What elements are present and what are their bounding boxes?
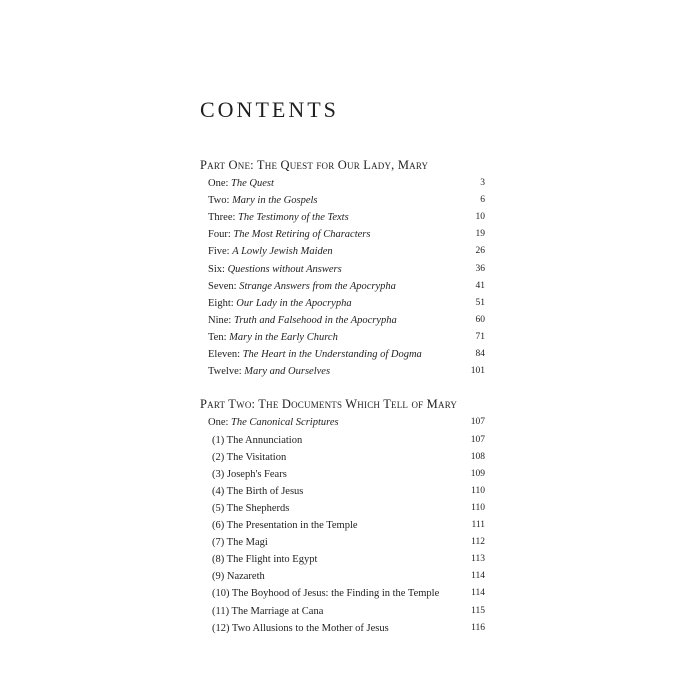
toc-entry-label — [212, 483, 303, 500]
toc-entry — [0, 175, 700, 192]
toc-entry-page-number: 51 — [475, 297, 485, 308]
toc-entry-label — [212, 551, 317, 568]
toc-entry — [0, 312, 700, 329]
chapter-number: One: — [208, 417, 232, 428]
toc-entry-label — [212, 517, 358, 534]
part-one-heading: Part One: The Quest for Our Lady, Mary — [200, 158, 429, 172]
toc-entry-section — [0, 500, 700, 517]
section-title: (11) The Marriage at Cana — [212, 605, 324, 617]
toc-entry-section — [0, 585, 700, 602]
toc-entry-label — [208, 243, 333, 260]
toc-entry-label — [208, 175, 274, 192]
chapter-number: Seven: — [208, 280, 240, 292]
toc-entry-label — [208, 209, 349, 226]
chapter-number: Two: — [208, 195, 233, 207]
toc-entry-label — [212, 620, 389, 637]
chapter-number: Three: — [208, 212, 239, 224]
toc-entry-label — [208, 312, 397, 329]
toc-entry-chapter — [0, 414, 700, 431]
toc-entry — [0, 329, 700, 346]
section-title: (12) Two Allusions to the Mother of Jesus — [212, 622, 389, 634]
section-title: (5) The Shepherds — [212, 502, 290, 514]
toc-entry-page-number: 26 — [475, 246, 485, 257]
toc-entry-page-number: 116 — [471, 622, 485, 633]
toc-entry-page-number: 111 — [471, 520, 485, 530]
toc-entry-label — [208, 414, 339, 431]
toc-entry-section — [0, 517, 700, 534]
chapter-title: The Testimony of the Texts — [238, 212, 349, 224]
toc-entry-label — [212, 432, 302, 449]
chapter-number: Eight: — [208, 297, 237, 309]
toc-entry-section — [0, 568, 700, 585]
toc-entry — [0, 363, 700, 380]
toc-entry-page-number: 71 — [475, 331, 485, 342]
toc-entry — [0, 278, 700, 295]
toc-entry-page-number: 36 — [475, 263, 485, 274]
chapter-title: Truth and Falsehood in the Apocrypha — [233, 314, 397, 326]
toc-entry-label — [208, 226, 370, 243]
chapter-number: Ten: — [208, 331, 230, 343]
toc-entry-section — [0, 449, 700, 466]
section-title: (10) The Boyhood of Jesus: the Finding in the Temple — [212, 588, 440, 600]
toc-entry-page-number: 60 — [475, 314, 485, 325]
toc-entry-label — [212, 568, 265, 585]
toc-entry — [0, 295, 700, 312]
page-title: CONTENTS — [200, 97, 339, 122]
part-two-heading: Part Two: The Documents Which Tell of Mary — [200, 397, 458, 411]
toc-entry-label — [212, 466, 287, 483]
chapter-title: Questions without Answers — [227, 263, 342, 275]
toc-entry-page-number: 110 — [471, 502, 485, 513]
toc-entry-label — [212, 449, 286, 466]
chapter-number: Eleven: — [208, 349, 243, 360]
toc-entry-page-number: 107 — [470, 417, 485, 427]
chapter-number: Nine: — [208, 314, 234, 326]
toc-entry — [0, 209, 700, 226]
toc-entry-section — [0, 432, 700, 449]
toc-entry-page-number: 109 — [470, 468, 485, 479]
toc-entry-section — [0, 534, 700, 551]
chapter-title: Mary in the Early Church — [229, 331, 338, 343]
chapter-title: A Lowly Jewish Maiden — [232, 246, 333, 258]
section-title: (6) The Presentation in the Temple — [212, 520, 358, 531]
chapter-title: Mary in the Gospels — [232, 195, 318, 207]
section-title: (4) The Birth of Jesus — [212, 485, 304, 497]
chapter-number: Four: — [208, 229, 234, 241]
toc-entry-label — [208, 329, 338, 346]
toc-entry-section — [0, 483, 700, 500]
section-title: (3) Joseph's Fears — [212, 468, 287, 480]
toc-entry-section — [0, 603, 700, 620]
toc-entry-label — [208, 261, 342, 278]
toc-entry — [0, 226, 700, 243]
section-title: (9) Nazareth — [212, 571, 265, 583]
chapter-title: The Canonical Scriptures — [231, 417, 339, 428]
toc-entry-page-number: 108 — [470, 451, 485, 462]
toc-entry-page-number: 84 — [475, 349, 485, 359]
chapter-number: Six: — [208, 263, 228, 275]
toc-entry-page-number: 115 — [471, 605, 485, 616]
toc-entry-label — [208, 295, 352, 312]
toc-entry-section — [0, 466, 700, 483]
toc-entry-page-number: 113 — [471, 554, 485, 565]
toc-entry-page-number: 3 — [480, 178, 485, 188]
toc-entry-page-number: 19 — [475, 229, 485, 240]
toc-entry — [0, 243, 700, 260]
toc-entry-page-number: 101 — [470, 366, 485, 377]
toc-entry — [0, 346, 700, 363]
toc-entry-page-number: 112 — [471, 537, 485, 548]
toc-entry-label — [208, 278, 396, 295]
toc-entry-page-number: 114 — [471, 588, 485, 599]
chapter-title: Mary and Ourselves — [244, 366, 331, 378]
chapter-title: The Heart in the Understanding of Dogma — [242, 349, 422, 360]
toc-entry — [0, 261, 700, 278]
toc-entry-page-number: 41 — [475, 280, 485, 291]
chapter-number: Twelve: — [208, 366, 245, 378]
toc-entry-page-number: 114 — [471, 571, 485, 582]
chapter-title: Strange Answers from the Apocrypha — [239, 280, 396, 292]
toc-entry-label — [208, 346, 422, 363]
chapter-title: The Most Retiring of Characters — [233, 229, 371, 241]
chapter-number: Five: — [208, 246, 233, 258]
toc-entry-label — [208, 363, 330, 380]
toc-entry-section — [0, 551, 700, 568]
toc-entry-page-number: 110 — [471, 485, 485, 496]
toc-entry-section — [0, 620, 700, 637]
toc-entry-label — [212, 534, 268, 551]
section-title: (2) The Visitation — [212, 451, 287, 463]
toc-entry-label — [212, 603, 323, 620]
toc-entry-page-number: 6 — [480, 195, 485, 206]
toc-entry-page-number: 10 — [475, 212, 485, 223]
chapter-title: The Quest — [231, 178, 274, 189]
section-title: (8) The Flight into Egypt — [212, 554, 318, 566]
section-title: (1) The Annunciation — [212, 434, 303, 446]
toc-entry — [0, 192, 700, 209]
toc-entry-label — [212, 585, 439, 602]
toc-entry-label — [208, 192, 318, 209]
section-title: (7) The Magi — [212, 537, 268, 549]
toc-entry-page-number: 107 — [470, 434, 485, 445]
toc-entry-label — [212, 500, 289, 517]
chapter-title: Our Lady in the Apocrypha — [236, 297, 352, 309]
chapter-number: One: — [208, 178, 232, 189]
